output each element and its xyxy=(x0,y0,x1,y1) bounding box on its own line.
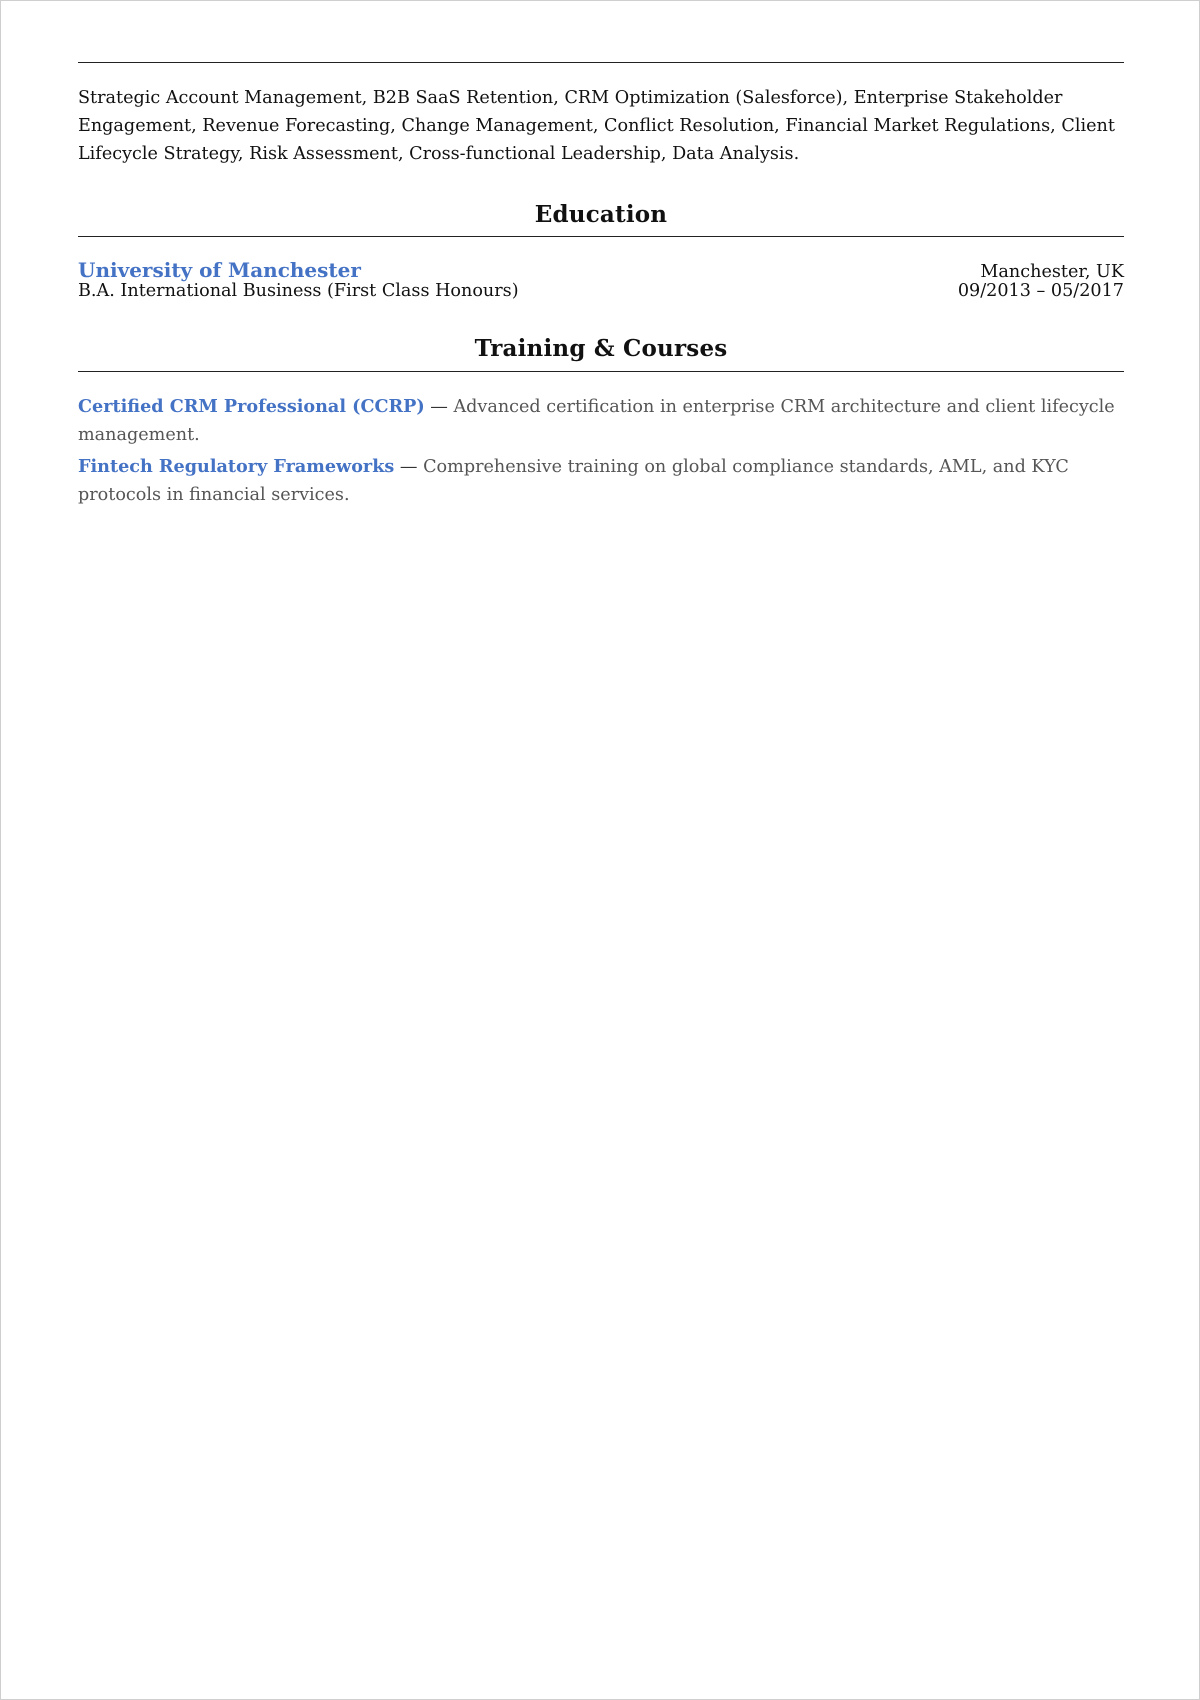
education-row-school xyxy=(78,258,1124,282)
degree-name: B.A. International Business (First Class Honours) xyxy=(78,281,519,301)
education-dates: 09/2013 – 05/2017 xyxy=(957,281,1124,301)
skills-divider xyxy=(78,62,1124,63)
education-divider xyxy=(78,236,1124,237)
course-separator: — xyxy=(394,457,424,477)
course-description: Comprehensive training on global compliance standards, AML, and KYC protocols in financial services. xyxy=(78,457,1069,505)
training-heading: Training & Courses xyxy=(474,335,728,362)
course-item xyxy=(78,453,1124,509)
course-separator: — xyxy=(424,397,454,417)
education-heading: Education xyxy=(534,201,668,228)
training-divider xyxy=(78,371,1124,372)
course-description: Advanced certification in enterprise CRM architecture and client lifecycle management. xyxy=(78,397,1115,445)
education-row-degree xyxy=(78,281,1124,301)
course-name: Certified CRM Professional (CCRP) xyxy=(78,396,425,417)
course-item xyxy=(78,393,1124,449)
course-list xyxy=(78,393,1124,513)
skills-list: Strategic Account Management, B2B SaaS Retention, CRM Optimization (Salesforce), Enterprise Stakeholder Engagement, Revenue Forecasting, Change Management, Conflict Resolution, Financial Market Regulations, Client Lifecycle Strategy, Risk Assessment, Cross-functional Leadership, Data Analysis. xyxy=(78,88,1115,164)
school-location: Manchester, UK xyxy=(980,262,1124,282)
course-name: Fintech Regulatory Frameworks xyxy=(78,456,395,477)
school-name: University of Manchester xyxy=(78,258,361,282)
